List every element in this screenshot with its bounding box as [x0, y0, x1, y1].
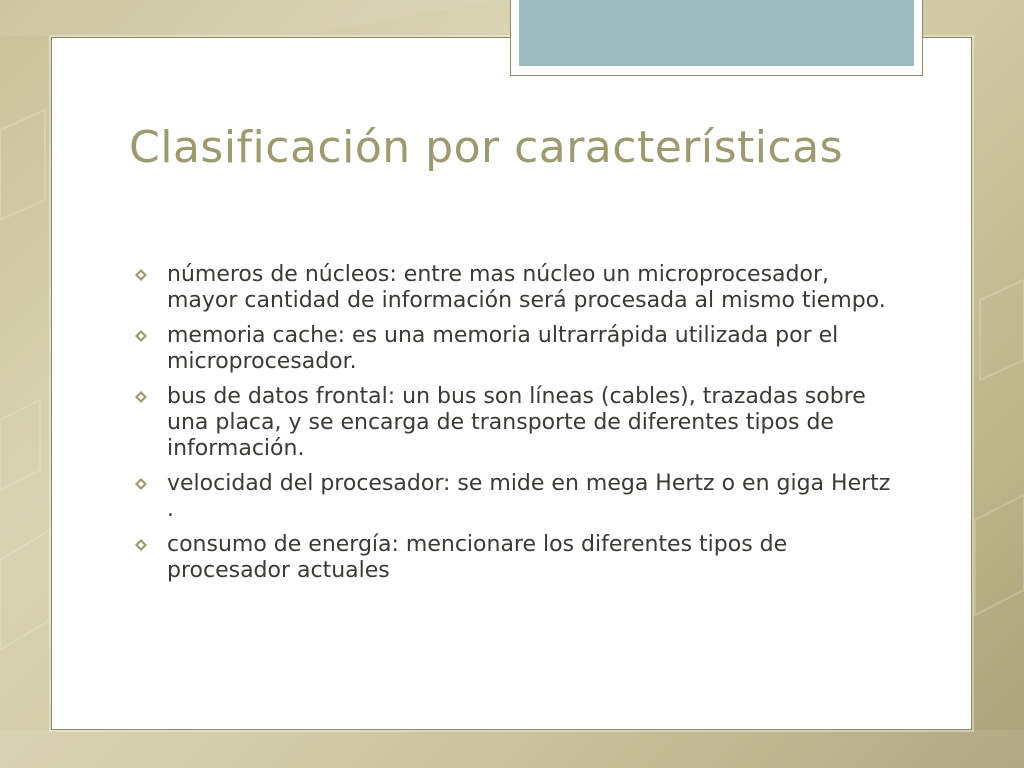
diamond-bullet-icon — [135, 330, 147, 342]
bullet-text: bus de datos frontal: un bus son líneas (cables), trazadas sobre una placa, y se encarga de transporte de diferentes tipos de información. — [167, 384, 866, 461]
bullet-item — [135, 384, 895, 462]
bullet-item — [135, 323, 895, 375]
diamond-bullet-icon — [135, 391, 147, 403]
bullet-item — [135, 471, 895, 523]
bullet-text: consumo de energía: mencionare los diferentes tipos de procesador actuales — [167, 532, 788, 583]
diamond-bullet-icon — [135, 539, 147, 551]
bullet-item — [135, 262, 895, 314]
bullet-text: números de núcleos: entre mas núcleo un microprocesador, mayor cantidad de información será procesada al mismo tiempo. — [167, 262, 886, 313]
bullet-list — [135, 262, 895, 593]
bullet-item — [135, 532, 895, 584]
bullet-text: velocidad del procesador: se mide en mega Hertz o en giga Hertz . — [167, 471, 891, 522]
diamond-bullet-icon — [135, 269, 147, 281]
diamond-bullet-icon — [135, 478, 147, 490]
bullet-text: memoria cache: es una memoria ultrarrápida utilizada por el microprocesador. — [167, 323, 839, 374]
accent-block — [519, 0, 914, 66]
slide-title: Clasificación por características — [129, 122, 844, 173]
